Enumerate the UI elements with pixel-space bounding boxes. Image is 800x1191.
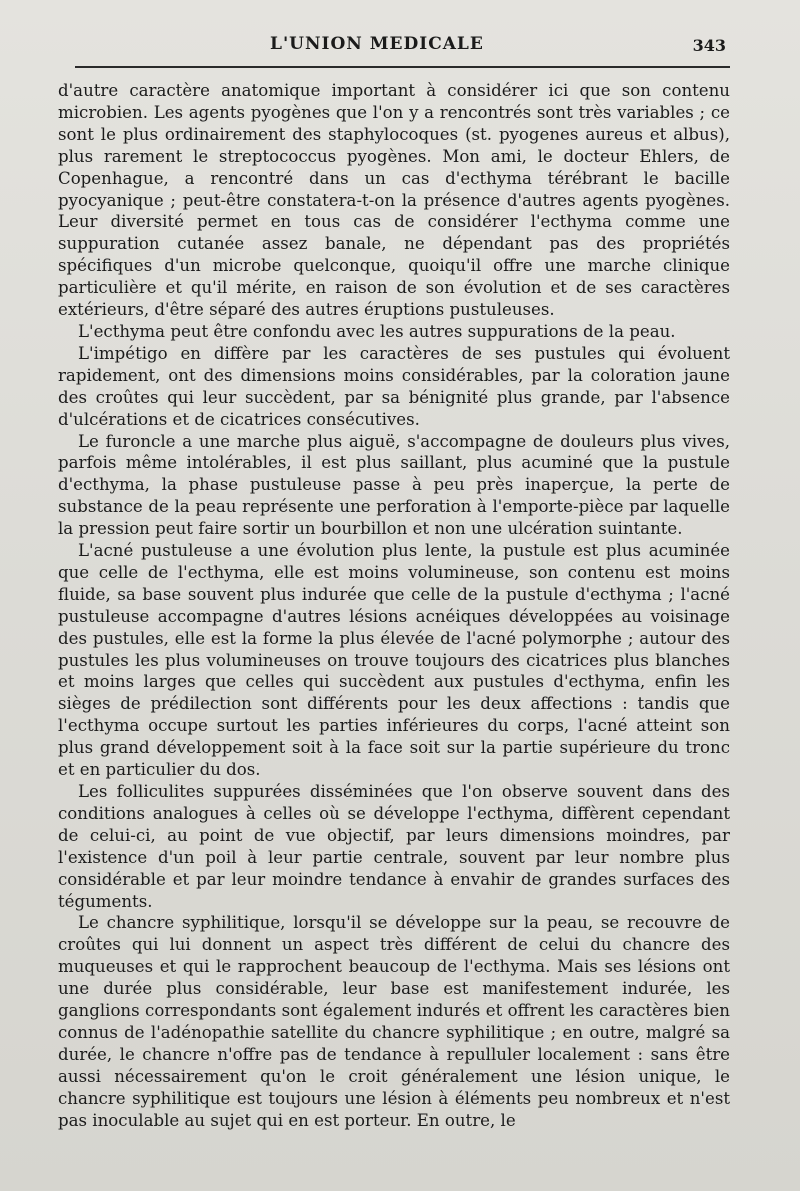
journal-title: L'UNION MEDICALE [270, 34, 484, 54]
running-header [60, 30, 740, 60]
paragraph: Les folliculites suppurées disséminées que l'on observe souvent dans des conditions analogues à celles où se développe l'ecthyma, diffèrent cependant de celui-ci, au point de vue objectif, par leurs dimensions moindres, par l'existence d'un poil à leur partie centrale, souvent par leur nombre plus considérable et par leur moindre tendance à envahir de grandes surfaces des téguments. [58, 782, 730, 911]
paragraph: Le chancre syphilitique, lorsqu'il se développe sur la peau, se recouvre de croûtes qui lui donnent un aspect très différent de celui du chancre des muqueuses et qui le rapprochent beaucoup de l'ecthyma. Mais ses lésions ont une durée plus considérable, leur base est manifestement indurée, les ganglions correspondants sont également indurés et offrent les caractères bien connus de l'adénopathie satellite du chancre syphilitique ; en outre, malgré sa durée, le chancre n'offre pas de tendance à repulluler localement : sans être aussi nécessairement qu'on le croit généralement une lésion unique, le chancre syphilitique est toujours une lésion à éléments peu nombreux et n'est pas inoculable au sujet qui en est porteur. En outre, le [58, 913, 730, 1130]
page-number: 343 [692, 36, 726, 55]
paragraph: L'acné pustuleuse a une évolution plus lente, la pustule est plus acuminée que celle de l'ecthyma, elle est moins volumineuse, son contenu est moins fluide, sa base souvent plus indurée que celle de la pustule d'ecthyma ; l'acné pustuleuse accompagne d'autres lésions acnéiques développées au voisinage des pustules, elle est la forme la plus élevée de l'acné polymorphe ; autour des pustules les plus volumineuses on trouve toujours des cicatrices plus blanches et moins larges que celles qui succèdent aux pustules d'ecthyma, enfin les sièges de prédilection sont différents pour les deux affections : tandis que l'ecthyma occupe surtout les parties inférieures du corps, l'acné atteint son plus grand développement soit à la face soit sur la partie supérieure du tronc et en particulier du dos. [58, 541, 730, 780]
paragraph: d'autre caractère anatomique important à considérer ici que son contenu microbien. Les agents pyogènes que l'on y a rencontrés sont très variables ; ce sont le plus ordinairement des staphylocoques (st. pyogenes aureus et albus), plus rarement le streptococcus pyogènes. Mon ami, le docteur Ehlers, de Copenhague, a rencontré dans un cas d'ecthyma térébrant le bacille pyocyanique ; peut-être constatera-t-on la présence d'autres agents pyogènes. Leur diversité permet en tous cas de considérer l'ecthyma comme une suppuration cutanée assez banale, ne dépendant pas des propriétés spécifiques d'un microbe quelconque, quoiqu'il offre une marche clinique particulière et qu'il mérite, en raison de son évolution et de ses caractères extérieurs, d'être séparé des autres éruptions pustuleuses. [58, 81, 730, 320]
paragraph: L'impétigo en diffère par les caractères de ses pustules qui évoluent rapidement, ont des dimensions moins considérables, par la coloration jaune des croûtes qui leur succèdent, par sa bénignité plus grande, par l'absence d'ulcérations et de cicatrices consécutives. [58, 343, 730, 429]
paragraph: L'ecthyma peut être confondu avec les autres suppurations de la peau. [78, 321, 676, 341]
header-rule [75, 66, 730, 68]
article-body [58, 80, 730, 1132]
paragraph: Le furoncle a une marche plus aiguë, s'accompagne de douleurs plus vives, parfois même intolérables, il est plus saillant, plus acuminé que la pustule d'ecthyma, la phase pustuleuse passe à peu près inaperçue, la perte de substance de la peau représente une perforation à l'emporte-pièce par laquelle la pression peut faire sortir un bourbillon et non une ulcération suintante. [58, 431, 730, 539]
